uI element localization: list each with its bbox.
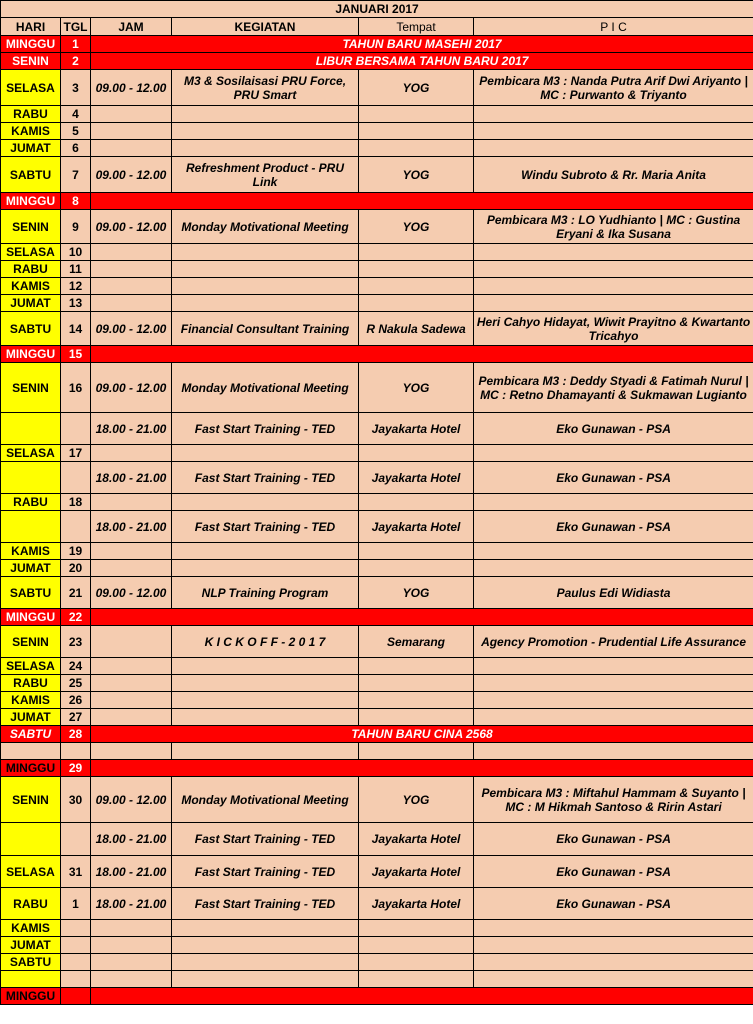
table-row — [1, 988, 753, 1005]
pic-cell — [474, 560, 753, 577]
place-cell — [359, 295, 474, 312]
day-cell: MINGGU — [1, 988, 61, 1005]
activity-cell — [172, 658, 359, 675]
date-cell: 20 — [61, 560, 91, 577]
date-cell: 17 — [61, 445, 91, 462]
date-cell — [61, 823, 91, 856]
date-cell — [61, 971, 91, 988]
pic-cell — [474, 920, 753, 937]
activity-cell: Fast Start Training - TED — [172, 413, 359, 445]
pic-cell: Windu Subroto & Rr. Maria Anita — [474, 157, 753, 193]
place-cell: YOG — [359, 157, 474, 193]
table-row — [1, 295, 753, 312]
date-cell: 15 — [61, 346, 91, 363]
table-row — [1, 954, 753, 971]
place-cell — [359, 658, 474, 675]
place-cell — [359, 140, 474, 157]
table-row — [1, 445, 753, 462]
table-row — [1, 157, 753, 193]
pic-cell — [474, 954, 753, 971]
place-cell: Jayakarta Hotel — [359, 511, 474, 543]
pic-cell — [474, 709, 753, 726]
time-cell — [91, 709, 172, 726]
place-cell: Jayakarta Hotel — [359, 462, 474, 494]
date-cell: 23 — [61, 626, 91, 658]
day-cell: RABU — [1, 261, 61, 278]
date-cell — [61, 954, 91, 971]
activity-cell — [172, 692, 359, 709]
activity-cell: Monday Motivational Meeting — [172, 363, 359, 413]
day-cell: MINGGU — [1, 36, 61, 53]
activity-cell: Refreshment Product - PRU Link — [172, 157, 359, 193]
date-cell: 22 — [61, 609, 91, 626]
pic-cell — [474, 743, 753, 760]
activity-cell — [172, 954, 359, 971]
pic-cell — [474, 494, 753, 511]
blank-banner — [91, 346, 753, 363]
table-row — [1, 626, 753, 658]
place-cell — [359, 560, 474, 577]
place-cell: YOG — [359, 210, 474, 244]
holiday-banner: TAHUN BARU MASEHI 2017 — [91, 36, 753, 53]
time-cell: 09.00 - 12.00 — [91, 70, 172, 106]
pic-cell: Eko Gunawan - PSA — [474, 823, 753, 856]
place-cell: Semarang — [359, 626, 474, 658]
table-row — [1, 543, 753, 560]
day-cell: RABU — [1, 106, 61, 123]
table-row — [1, 413, 753, 445]
day-cell: SELASA — [1, 658, 61, 675]
activity-cell: Fast Start Training - TED — [172, 856, 359, 888]
date-cell: 9 — [61, 210, 91, 244]
day-cell: JUMAT — [1, 295, 61, 312]
time-cell — [91, 743, 172, 760]
time-cell — [91, 106, 172, 123]
pic-cell: Heri Cahyo Hidayat, Wiwit Prayitno & Kwartanto Tricahyo — [474, 312, 753, 346]
time-cell — [91, 971, 172, 988]
place-cell — [359, 692, 474, 709]
time-cell — [91, 675, 172, 692]
blank-banner — [91, 988, 753, 1005]
time-cell — [91, 494, 172, 511]
day-cell: SABTU — [1, 954, 61, 971]
date-cell: 25 — [61, 675, 91, 692]
date-cell: 12 — [61, 278, 91, 295]
day-cell: JUMAT — [1, 937, 61, 954]
pic-cell: Pembicara M3 : Nanda Putra Arif Dwi Ariyanto | MC : Purwanto & Triyanto — [474, 70, 753, 106]
date-cell — [61, 743, 91, 760]
day-cell: KAMIS — [1, 543, 61, 560]
date-cell: 24 — [61, 658, 91, 675]
day-cell: SABTU — [1, 312, 61, 346]
time-cell — [91, 261, 172, 278]
pic-cell — [474, 937, 753, 954]
place-cell — [359, 261, 474, 278]
pic-cell: Eko Gunawan - PSA — [474, 888, 753, 920]
table-row — [1, 726, 753, 743]
schedule-rows — [1, 36, 753, 1005]
day-cell: MINGGU — [1, 346, 61, 363]
table-row — [1, 577, 753, 609]
pic-cell — [474, 971, 753, 988]
time-cell: 09.00 - 12.00 — [91, 312, 172, 346]
pic-cell: Paulus Edi Widiasta — [474, 577, 753, 609]
date-cell — [61, 920, 91, 937]
time-cell: 09.00 - 12.00 — [91, 777, 172, 823]
place-cell: YOG — [359, 777, 474, 823]
place-cell — [359, 278, 474, 295]
table-row — [1, 560, 753, 577]
holiday-banner: LIBUR BERSAMA TAHUN BARU 2017 — [91, 53, 753, 70]
activity-cell — [172, 123, 359, 140]
table-row — [1, 193, 753, 210]
date-cell: 2 — [61, 53, 91, 70]
date-cell: 1 — [61, 36, 91, 53]
pic-cell: Eko Gunawan - PSA — [474, 462, 753, 494]
table-row — [1, 777, 753, 823]
day-cell: KAMIS — [1, 920, 61, 937]
time-cell: 18.00 - 21.00 — [91, 823, 172, 856]
table-row — [1, 261, 753, 278]
table-row — [1, 937, 753, 954]
day-cell — [1, 743, 61, 760]
time-cell — [91, 543, 172, 560]
place-cell: Jayakarta Hotel — [359, 823, 474, 856]
activity-cell — [172, 937, 359, 954]
place-cell: R Nakula Sadewa — [359, 312, 474, 346]
time-cell — [91, 560, 172, 577]
table-row — [1, 140, 753, 157]
table-row — [1, 36, 753, 53]
day-cell: JUMAT — [1, 140, 61, 157]
date-cell: 30 — [61, 777, 91, 823]
time-cell: 09.00 - 12.00 — [91, 210, 172, 244]
activity-cell: NLP Training Program — [172, 577, 359, 609]
place-cell: Jayakarta Hotel — [359, 856, 474, 888]
day-cell: SENIN — [1, 363, 61, 413]
day-cell: SELASA — [1, 244, 61, 261]
date-cell: 28 — [61, 726, 91, 743]
day-cell: SELASA — [1, 856, 61, 888]
activity-cell: Fast Start Training - TED — [172, 511, 359, 543]
date-cell: 7 — [61, 157, 91, 193]
pic-cell — [474, 106, 753, 123]
pic-cell — [474, 123, 753, 140]
header-hari: HARI — [1, 18, 61, 36]
pic-cell — [474, 543, 753, 560]
activity-cell — [172, 743, 359, 760]
date-cell: 16 — [61, 363, 91, 413]
date-cell: 3 — [61, 70, 91, 106]
activity-cell — [172, 709, 359, 726]
table-row — [1, 823, 753, 856]
pic-cell: Eko Gunawan - PSA — [474, 413, 753, 445]
activity-cell — [172, 261, 359, 278]
time-cell: 18.00 - 21.00 — [91, 856, 172, 888]
date-cell: 6 — [61, 140, 91, 157]
date-cell — [61, 462, 91, 494]
table-row — [1, 609, 753, 626]
place-cell — [359, 937, 474, 954]
activity-cell — [172, 244, 359, 261]
day-cell: SABTU — [1, 157, 61, 193]
time-cell — [91, 692, 172, 709]
header-tempat: Tempat — [359, 18, 474, 36]
date-cell — [61, 937, 91, 954]
time-cell — [91, 445, 172, 462]
activity-cell: Fast Start Training - TED — [172, 462, 359, 494]
activity-cell — [172, 675, 359, 692]
table-row — [1, 53, 753, 70]
time-cell — [91, 244, 172, 261]
table-row — [1, 888, 753, 920]
time-cell: 09.00 - 12.00 — [91, 157, 172, 193]
day-cell: RABU — [1, 494, 61, 511]
pic-cell — [474, 140, 753, 157]
table-row — [1, 244, 753, 261]
date-cell: 1 — [61, 888, 91, 920]
place-cell: Jayakarta Hotel — [359, 413, 474, 445]
date-cell: 14 — [61, 312, 91, 346]
table-row — [1, 971, 753, 988]
table-row — [1, 312, 753, 346]
date-cell — [61, 988, 91, 1005]
table-row — [1, 675, 753, 692]
activity-cell — [172, 106, 359, 123]
blank-banner — [91, 193, 753, 210]
table-row — [1, 70, 753, 106]
place-cell — [359, 445, 474, 462]
pic-cell — [474, 675, 753, 692]
day-cell: SENIN — [1, 777, 61, 823]
time-cell — [91, 123, 172, 140]
date-cell: 26 — [61, 692, 91, 709]
activity-cell — [172, 920, 359, 937]
table-row — [1, 856, 753, 888]
table-row — [1, 692, 753, 709]
header-jam: JAM — [91, 18, 172, 36]
day-cell: RABU — [1, 888, 61, 920]
day-cell: SABTU — [1, 726, 61, 743]
day-cell: MINGGU — [1, 193, 61, 210]
time-cell: 18.00 - 21.00 — [91, 413, 172, 445]
activity-cell — [172, 278, 359, 295]
date-cell: 8 — [61, 193, 91, 210]
time-cell: 09.00 - 12.00 — [91, 363, 172, 413]
table-row — [1, 106, 753, 123]
day-cell: RABU — [1, 675, 61, 692]
place-cell — [359, 920, 474, 937]
activity-cell — [172, 295, 359, 312]
header-pic: P I C — [474, 18, 753, 36]
date-cell: 27 — [61, 709, 91, 726]
date-cell: 11 — [61, 261, 91, 278]
place-cell: YOG — [359, 577, 474, 609]
place-cell — [359, 494, 474, 511]
pic-cell: Agency Promotion - Prudential Life Assurance — [474, 626, 753, 658]
header-kegiatan: KEGIATAN — [172, 18, 359, 36]
place-cell — [359, 675, 474, 692]
time-cell: 09.00 - 12.00 — [91, 577, 172, 609]
day-cell — [1, 823, 61, 856]
day-cell: MINGGU — [1, 609, 61, 626]
activity-cell — [172, 560, 359, 577]
blank-banner — [91, 760, 753, 777]
table-row — [1, 709, 753, 726]
activity-cell: Financial Consultant Training — [172, 312, 359, 346]
activity-cell — [172, 445, 359, 462]
pic-cell — [474, 244, 753, 261]
blank-banner — [91, 609, 753, 626]
day-cell: SENIN — [1, 210, 61, 244]
pic-cell: Pembicara M3 : Deddy Styadi & Fatimah Nurul | MC : Retno Dhamayanti & Sukmawan Lugianto — [474, 363, 753, 413]
day-cell: SENIN — [1, 626, 61, 658]
day-cell: MINGGU — [1, 760, 61, 777]
table-row — [1, 346, 753, 363]
activity-cell: M3 & Sosilaisasi PRU Force, PRU Smart — [172, 70, 359, 106]
time-cell — [91, 626, 172, 658]
time-cell: 18.00 - 21.00 — [91, 462, 172, 494]
day-cell: KAMIS — [1, 123, 61, 140]
place-cell: YOG — [359, 70, 474, 106]
table-row — [1, 511, 753, 543]
place-cell: Jayakarta Hotel — [359, 888, 474, 920]
date-cell: 31 — [61, 856, 91, 888]
table-row — [1, 920, 753, 937]
header-tgl: TGL — [61, 18, 91, 36]
day-cell: KAMIS — [1, 278, 61, 295]
day-cell — [1, 511, 61, 543]
pic-cell: Pembicara M3 : LO Yudhianto | MC : Gustina Eryani & Ika Susana — [474, 210, 753, 244]
day-cell: SABTU — [1, 577, 61, 609]
activity-cell: Fast Start Training - TED — [172, 823, 359, 856]
time-cell — [91, 937, 172, 954]
place-cell — [359, 543, 474, 560]
pic-cell: Pembicara M3 : Miftahul Hammam & Suyanto | MC : M Hikmah Santoso & Ririn Astari — [474, 777, 753, 823]
pic-cell — [474, 692, 753, 709]
date-cell: 19 — [61, 543, 91, 560]
date-cell: 13 — [61, 295, 91, 312]
time-cell — [91, 278, 172, 295]
pic-cell — [474, 658, 753, 675]
date-cell: 5 — [61, 123, 91, 140]
pic-cell: Eko Gunawan - PSA — [474, 856, 753, 888]
pic-cell — [474, 445, 753, 462]
table-row — [1, 210, 753, 244]
date-cell: 18 — [61, 494, 91, 511]
place-cell — [359, 971, 474, 988]
activity-cell — [172, 971, 359, 988]
date-cell: 29 — [61, 760, 91, 777]
date-cell — [61, 413, 91, 445]
day-cell — [1, 971, 61, 988]
date-cell: 21 — [61, 577, 91, 609]
table-row — [1, 363, 753, 413]
day-cell: KAMIS — [1, 692, 61, 709]
day-cell: SELASA — [1, 445, 61, 462]
day-cell: SELASA — [1, 70, 61, 106]
time-cell — [91, 295, 172, 312]
activity-cell — [172, 494, 359, 511]
day-cell: SENIN — [1, 53, 61, 70]
place-cell — [359, 709, 474, 726]
time-cell: 18.00 - 21.00 — [91, 511, 172, 543]
pic-cell — [474, 278, 753, 295]
activity-cell: Fast Start Training - TED — [172, 888, 359, 920]
activity-cell — [172, 140, 359, 157]
activity-cell: Monday Motivational Meeting — [172, 777, 359, 823]
place-cell — [359, 106, 474, 123]
page-title: JANUARI 2017 — [1, 1, 753, 18]
table-row — [1, 462, 753, 494]
time-cell — [91, 140, 172, 157]
day-cell — [1, 462, 61, 494]
time-cell — [91, 658, 172, 675]
date-cell: 10 — [61, 244, 91, 261]
date-cell — [61, 511, 91, 543]
place-cell — [359, 954, 474, 971]
place-cell — [359, 123, 474, 140]
place-cell — [359, 743, 474, 760]
holiday-banner: TAHUN BARU CINA 2568 — [91, 726, 753, 743]
table-row — [1, 278, 753, 295]
date-cell: 4 — [61, 106, 91, 123]
place-cell — [359, 244, 474, 261]
time-cell: 18.00 - 21.00 — [91, 888, 172, 920]
table-row — [1, 123, 753, 140]
table-row — [1, 743, 753, 760]
day-cell — [1, 413, 61, 445]
activity-cell — [172, 543, 359, 560]
place-cell: YOG — [359, 363, 474, 413]
activity-cell: K I C K O F F - 2 0 1 7 — [172, 626, 359, 658]
day-cell: JUMAT — [1, 709, 61, 726]
activity-cell: Monday Motivational Meeting — [172, 210, 359, 244]
time-cell — [91, 954, 172, 971]
table-row — [1, 760, 753, 777]
pic-cell: Eko Gunawan - PSA — [474, 511, 753, 543]
table-row — [1, 658, 753, 675]
pic-cell — [474, 261, 753, 278]
time-cell — [91, 920, 172, 937]
table-row — [1, 494, 753, 511]
day-cell: JUMAT — [1, 560, 61, 577]
pic-cell — [474, 295, 753, 312]
